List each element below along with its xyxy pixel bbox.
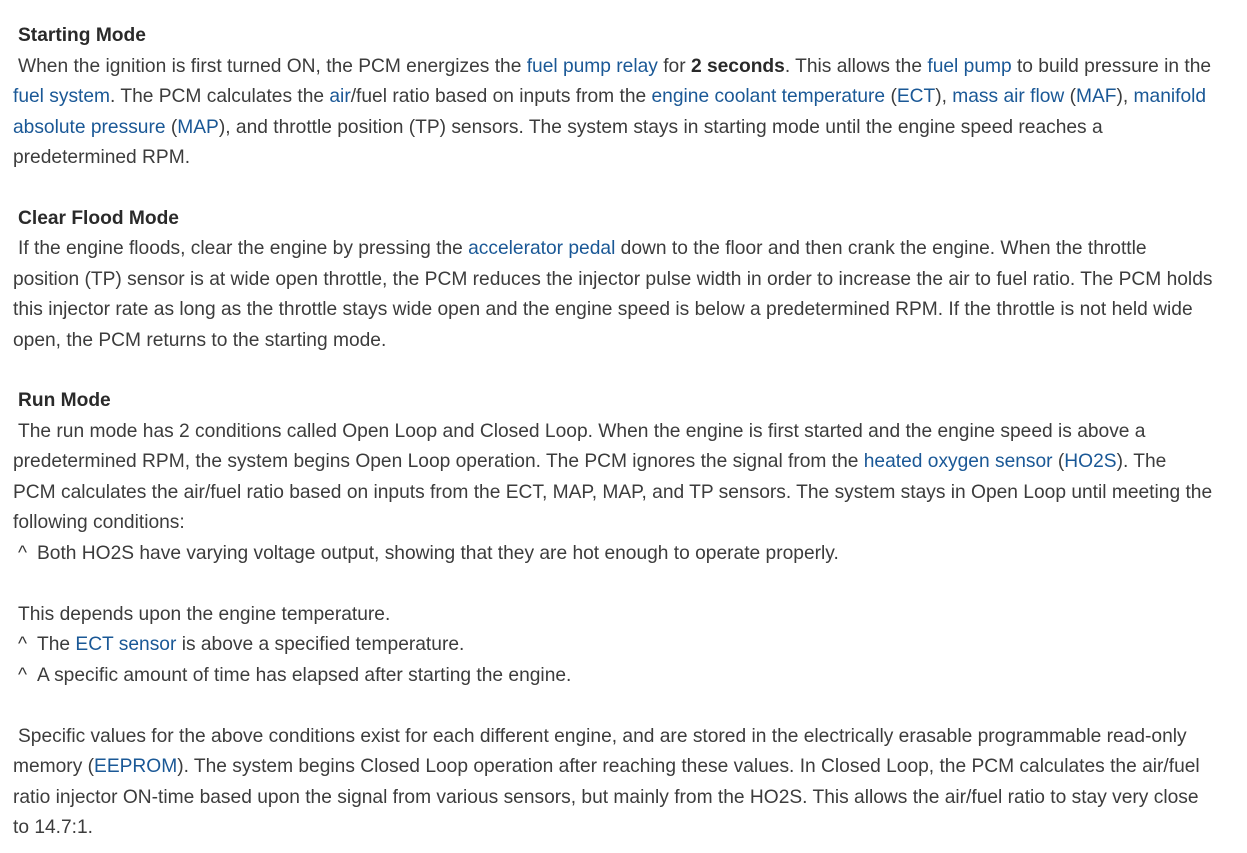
text: ), bbox=[1116, 86, 1134, 107]
paragraph-specific-values bbox=[13, 722, 1213, 844]
text: This depends upon the engine temperature. bbox=[18, 603, 391, 625]
bullet-text: Both HO2S have varying voltage output, showing that they are hot enough to operate properly. bbox=[37, 542, 839, 564]
link-engine-coolant-temperature[interactable]: engine coolant temperature bbox=[651, 86, 886, 107]
section-clear-flood-mode bbox=[13, 204, 1213, 357]
link-eeprom[interactable]: EEPROM bbox=[94, 756, 178, 777]
list-item bbox=[13, 630, 1213, 661]
list-item bbox=[13, 539, 1213, 570]
text: If the engine floods, clear the engine by pressing the bbox=[18, 238, 469, 259]
bullet-text: A specific amount of time has elapsed after starting the engine. bbox=[37, 664, 572, 686]
link-ho2s[interactable]: HO2S bbox=[1064, 451, 1117, 472]
paragraph-clear-flood-mode bbox=[13, 234, 1213, 356]
section-run-mode bbox=[13, 386, 1213, 844]
paragraph-depends bbox=[13, 600, 1213, 631]
text: is above a specified temperature. bbox=[176, 634, 465, 655]
text: ), bbox=[935, 86, 953, 107]
heading-starting-mode: Starting Mode bbox=[18, 25, 146, 46]
heading-run-mode: Run Mode bbox=[18, 390, 111, 411]
text: ( bbox=[165, 116, 178, 138]
text: down to the floor and then crank the engine. When the throttle position (TP) sensor is at wide open throttle, the PCM reduces the injector pulse width in order to increase the air to fuel ratio. The PCM holds this injector rate as long as the throttle stays wide open and the engine speed is below a predetermined RPM. If the throttle is not held wide open, the PCM returns to the starting mode. bbox=[13, 238, 1213, 351]
text: ). The PCM calculates the air/fuel ratio based on inputs from the ECT, MAP, MAP, and TP sensors. The system stays in Open Loop until meeting the following conditions: bbox=[13, 451, 1213, 533]
link-heated-oxygen-sensor[interactable]: heated oxygen sensor bbox=[863, 451, 1053, 472]
link-air[interactable]: air bbox=[329, 86, 351, 107]
link-fuel-pump[interactable]: fuel pump bbox=[927, 55, 1012, 77]
text: Specific values for the above conditions exist for each different engine, and are stored in the electrically erasable programmable read-only memory ( bbox=[13, 725, 1187, 777]
text: The bbox=[37, 634, 76, 655]
text: /fuel ratio based on inputs from the bbox=[350, 86, 652, 107]
list-item bbox=[13, 661, 1213, 692]
link-ect-sensor[interactable]: ECT sensor bbox=[75, 634, 177, 655]
caret-bullet-icon: ^ bbox=[18, 634, 28, 655]
link-map[interactable]: MAP bbox=[177, 116, 219, 138]
text: When the ignition is first turned ON, the PCM energizes the bbox=[18, 55, 527, 77]
link-fuel-pump-relay[interactable]: fuel pump relay bbox=[526, 55, 658, 77]
paragraph-starting-mode bbox=[13, 52, 1213, 174]
link-manifold-absolute-pressure[interactable]: manifold absolute pressure bbox=[13, 86, 1207, 138]
text: for bbox=[657, 55, 691, 77]
text: The run mode has 2 conditions called Open Loop and Closed Loop. When the engine is first started and the engine speed is above a predetermined RPM, the system begins Open Loop operation. The PCM ignores the signal from the bbox=[13, 420, 1146, 472]
heading-clear-flood-mode: Clear Flood Mode bbox=[18, 207, 179, 229]
text: ), and throttle position (TP) sensors. The system stays in starting mode until the engine speed reaches a predetermined RPM. bbox=[13, 116, 1103, 168]
paragraph-run-mode bbox=[13, 417, 1213, 539]
section-starting-mode bbox=[13, 21, 1213, 174]
link-accelerator-pedal[interactable]: accelerator pedal bbox=[468, 238, 616, 259]
text: ( bbox=[1052, 451, 1065, 472]
caret-bullet-icon: ^ bbox=[18, 664, 28, 686]
caret-bullet-icon: ^ bbox=[18, 542, 28, 564]
bold-duration: 2 seconds bbox=[690, 55, 785, 77]
link-mass-air-flow[interactable]: mass air flow bbox=[952, 86, 1065, 107]
link-fuel-system[interactable]: fuel system bbox=[13, 86, 111, 107]
text: . The PCM calculates the bbox=[110, 86, 330, 107]
text: to build pressure in the bbox=[1011, 55, 1212, 77]
link-maf[interactable]: MAF bbox=[1075, 86, 1117, 107]
text: ). The system begins Closed Loop operation after reaching these values. In Closed Loop, the PCM calculates the air/fuel ratio injector ON-time based upon the signal from various sensors, but mainly from the HO2S. This allows the air/fuel ratio to stay very close to 14.7:1. bbox=[13, 756, 1200, 838]
text: ( bbox=[885, 86, 897, 107]
link-ect[interactable]: ECT bbox=[896, 86, 936, 107]
text: ( bbox=[1064, 86, 1076, 107]
text: . This allows the bbox=[784, 55, 928, 77]
